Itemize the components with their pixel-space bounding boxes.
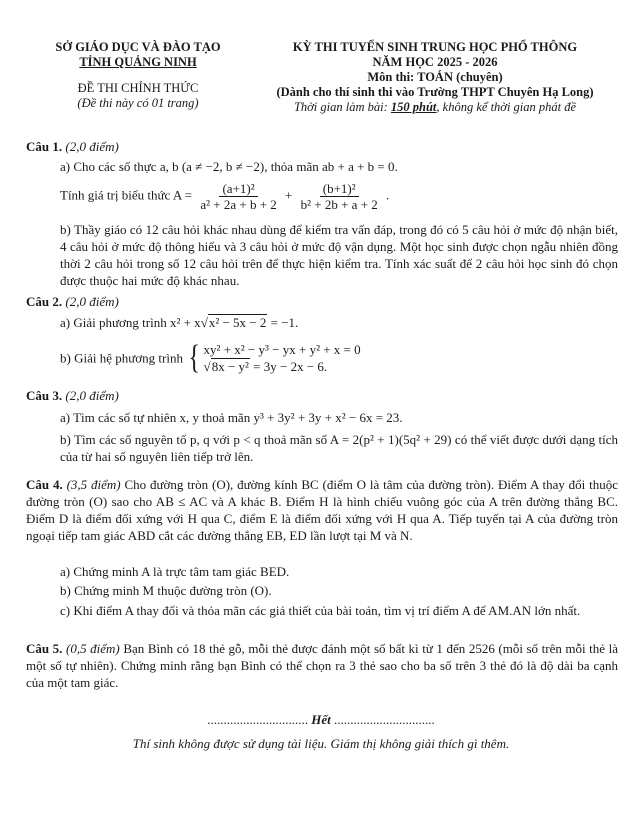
subject: Môn thi: TOÁN (chuyên) xyxy=(367,70,503,84)
time-limit: Thời gian làm bài: 150 phút, không kể thời gian phát đề xyxy=(293,100,577,114)
page-count-note: (Đề thi này có 01 trang) xyxy=(77,96,199,110)
question-4a-text: a) Chứng minh A là trực tâm tam giác BED. xyxy=(60,564,290,579)
question-3-heading: Câu 3. (2,0 điểm) xyxy=(26,388,119,403)
question-2a-text: a) Giải phương trình x² + x√x² − 5x − 2 = −1. xyxy=(60,315,299,330)
end-marker: ............................... Hết ............................... xyxy=(207,712,435,727)
question-3a-text: a) Tìm các số tự nhiên x, y thoả mãn y³ + 3y² + 3y + x² − 6x = 23. xyxy=(60,410,403,425)
question-2-heading: Câu 2. (2,0 điểm) xyxy=(26,294,119,309)
question-2b-text: b) Giải hệ phương trình { xy² + x² − y³ − yx + y² + x = 0 √8x − y² = 3y − 2x − 6. xyxy=(60,339,361,376)
school-year: NĂM HỌC 2025 - 2026 xyxy=(372,55,498,69)
question-1b-text: b) Thầy giáo có 12 câu hỏi khác nhau dùng để kiểm tra vấn đáp, trong đó có 5 câu hỏi ở mức độ nhận biết, 4 câu hỏi ở mức độ thông hiểu và 3 câu hỏi ở mức độ vận dụng. Một học sinh được chọn ngẫu nhiên đồng thời 2 câu hỏi trong số 12 câu hỏi trên để thực hiện kiểm tra. Tính xác suất để 2 câu hỏi học sinh đó chọn được thuộc hai mức độ khác nhau. xyxy=(60,222,618,288)
header-left xyxy=(28,40,248,111)
fraction-2: $\frac{\text{(b+1)²}}{\text{b² + 2b + a + 2}}$ xyxy=(300,181,378,212)
fraction-1: $\frac{\text{(a+1)²}}{\text{a² + 2a + b + 2}}$ xyxy=(200,181,277,212)
question-1-heading: Câu 1. (2,0 điểm) xyxy=(26,139,119,154)
province-name: TỈNH QUẢNG NINH xyxy=(79,55,197,69)
question-5-text: Câu 5. (0,5 điểm) Bạn Bình có 18 thẻ gỗ, mỗi thẻ được đánh một số bất kì từ 1 đến 2526 (mỗi số trên mỗi thẻ là một số tự nhiên). Chứng minh rằng bạn Bình có thể chọn ra 3 thẻ sao cho ba số trên 3 thẻ đó là độ dài ba cạnh của một tam giác. xyxy=(26,641,619,690)
question-1a-expression: Tính giá trị biểu thức A = $\frac{\text{(a+1)²}}{\text{a² + 2a + b + 2}}$ + $\frac{\text{(b+1)²}}{\text{b² + 2b + a + 2}}$ . xyxy=(60,181,390,212)
footer-note: Thí sinh không được sử dụng tài liệu. Giám thị không giải thích gì thêm. xyxy=(132,736,510,751)
question-1a-text: a) Cho các số thực a, b (a ≠ −2, b ≠ −2), thỏa mãn ab + a + b = 0. xyxy=(60,159,398,174)
question-4b-text: b) Chứng minh M thuộc đường tròn (O). xyxy=(60,583,272,598)
equation-system: { xy² + x² − y³ − yx + y² + x = 0 √8x − y² = 3y − 2x − 6. xyxy=(188,339,361,376)
question-3b-text: b) Tìm các số nguyên tố p, q với p < q thoả mãn số A = 2(p² + 1)(5q² + 29) có thể viết được dưới dạng tích của từ hai số nguyên liên tiếp trở lên. xyxy=(60,432,618,464)
question-4c-text: c) Khi điểm A thay đổi và thỏa mãn các giả thiết của bài toán, tìm vị trí điểm A để AM.AN lớn nhất. xyxy=(60,603,581,618)
official-exam-label: ĐỀ THI CHÍNH THỨC xyxy=(77,81,199,95)
header-right xyxy=(250,40,620,115)
target-school: (Dành cho thí sinh thi vào Trường THPT Chuyên Hạ Long) xyxy=(276,85,594,99)
exam-title: KỲ THI TUYỂN SINH TRUNG HỌC PHỔ THÔNG xyxy=(292,40,578,54)
question-4-text: Câu 4. (3,5 điểm) Cho đường tròn (O), đường kính BC (điểm O là tâm của đường tròn). Điểm A thay đổi thuộc đường tròn (O) sao cho AB ≤ AC và A khác B. Điểm H là hình chiếu vuông góc của A trên đường thẳng BC. Điểm D là điểm đối xứng với H qua C, điểm E là điểm đối xứng với H qua A. Tiếp tuyến tại A của đường tròn ngoại tiếp tam giác ABD cắt các đường thẳng EB, ED lần lượt tại M và N. xyxy=(26,477,619,543)
department-name: SỞ GIÁO DỤC VÀ ĐÀO TẠO xyxy=(55,40,221,54)
